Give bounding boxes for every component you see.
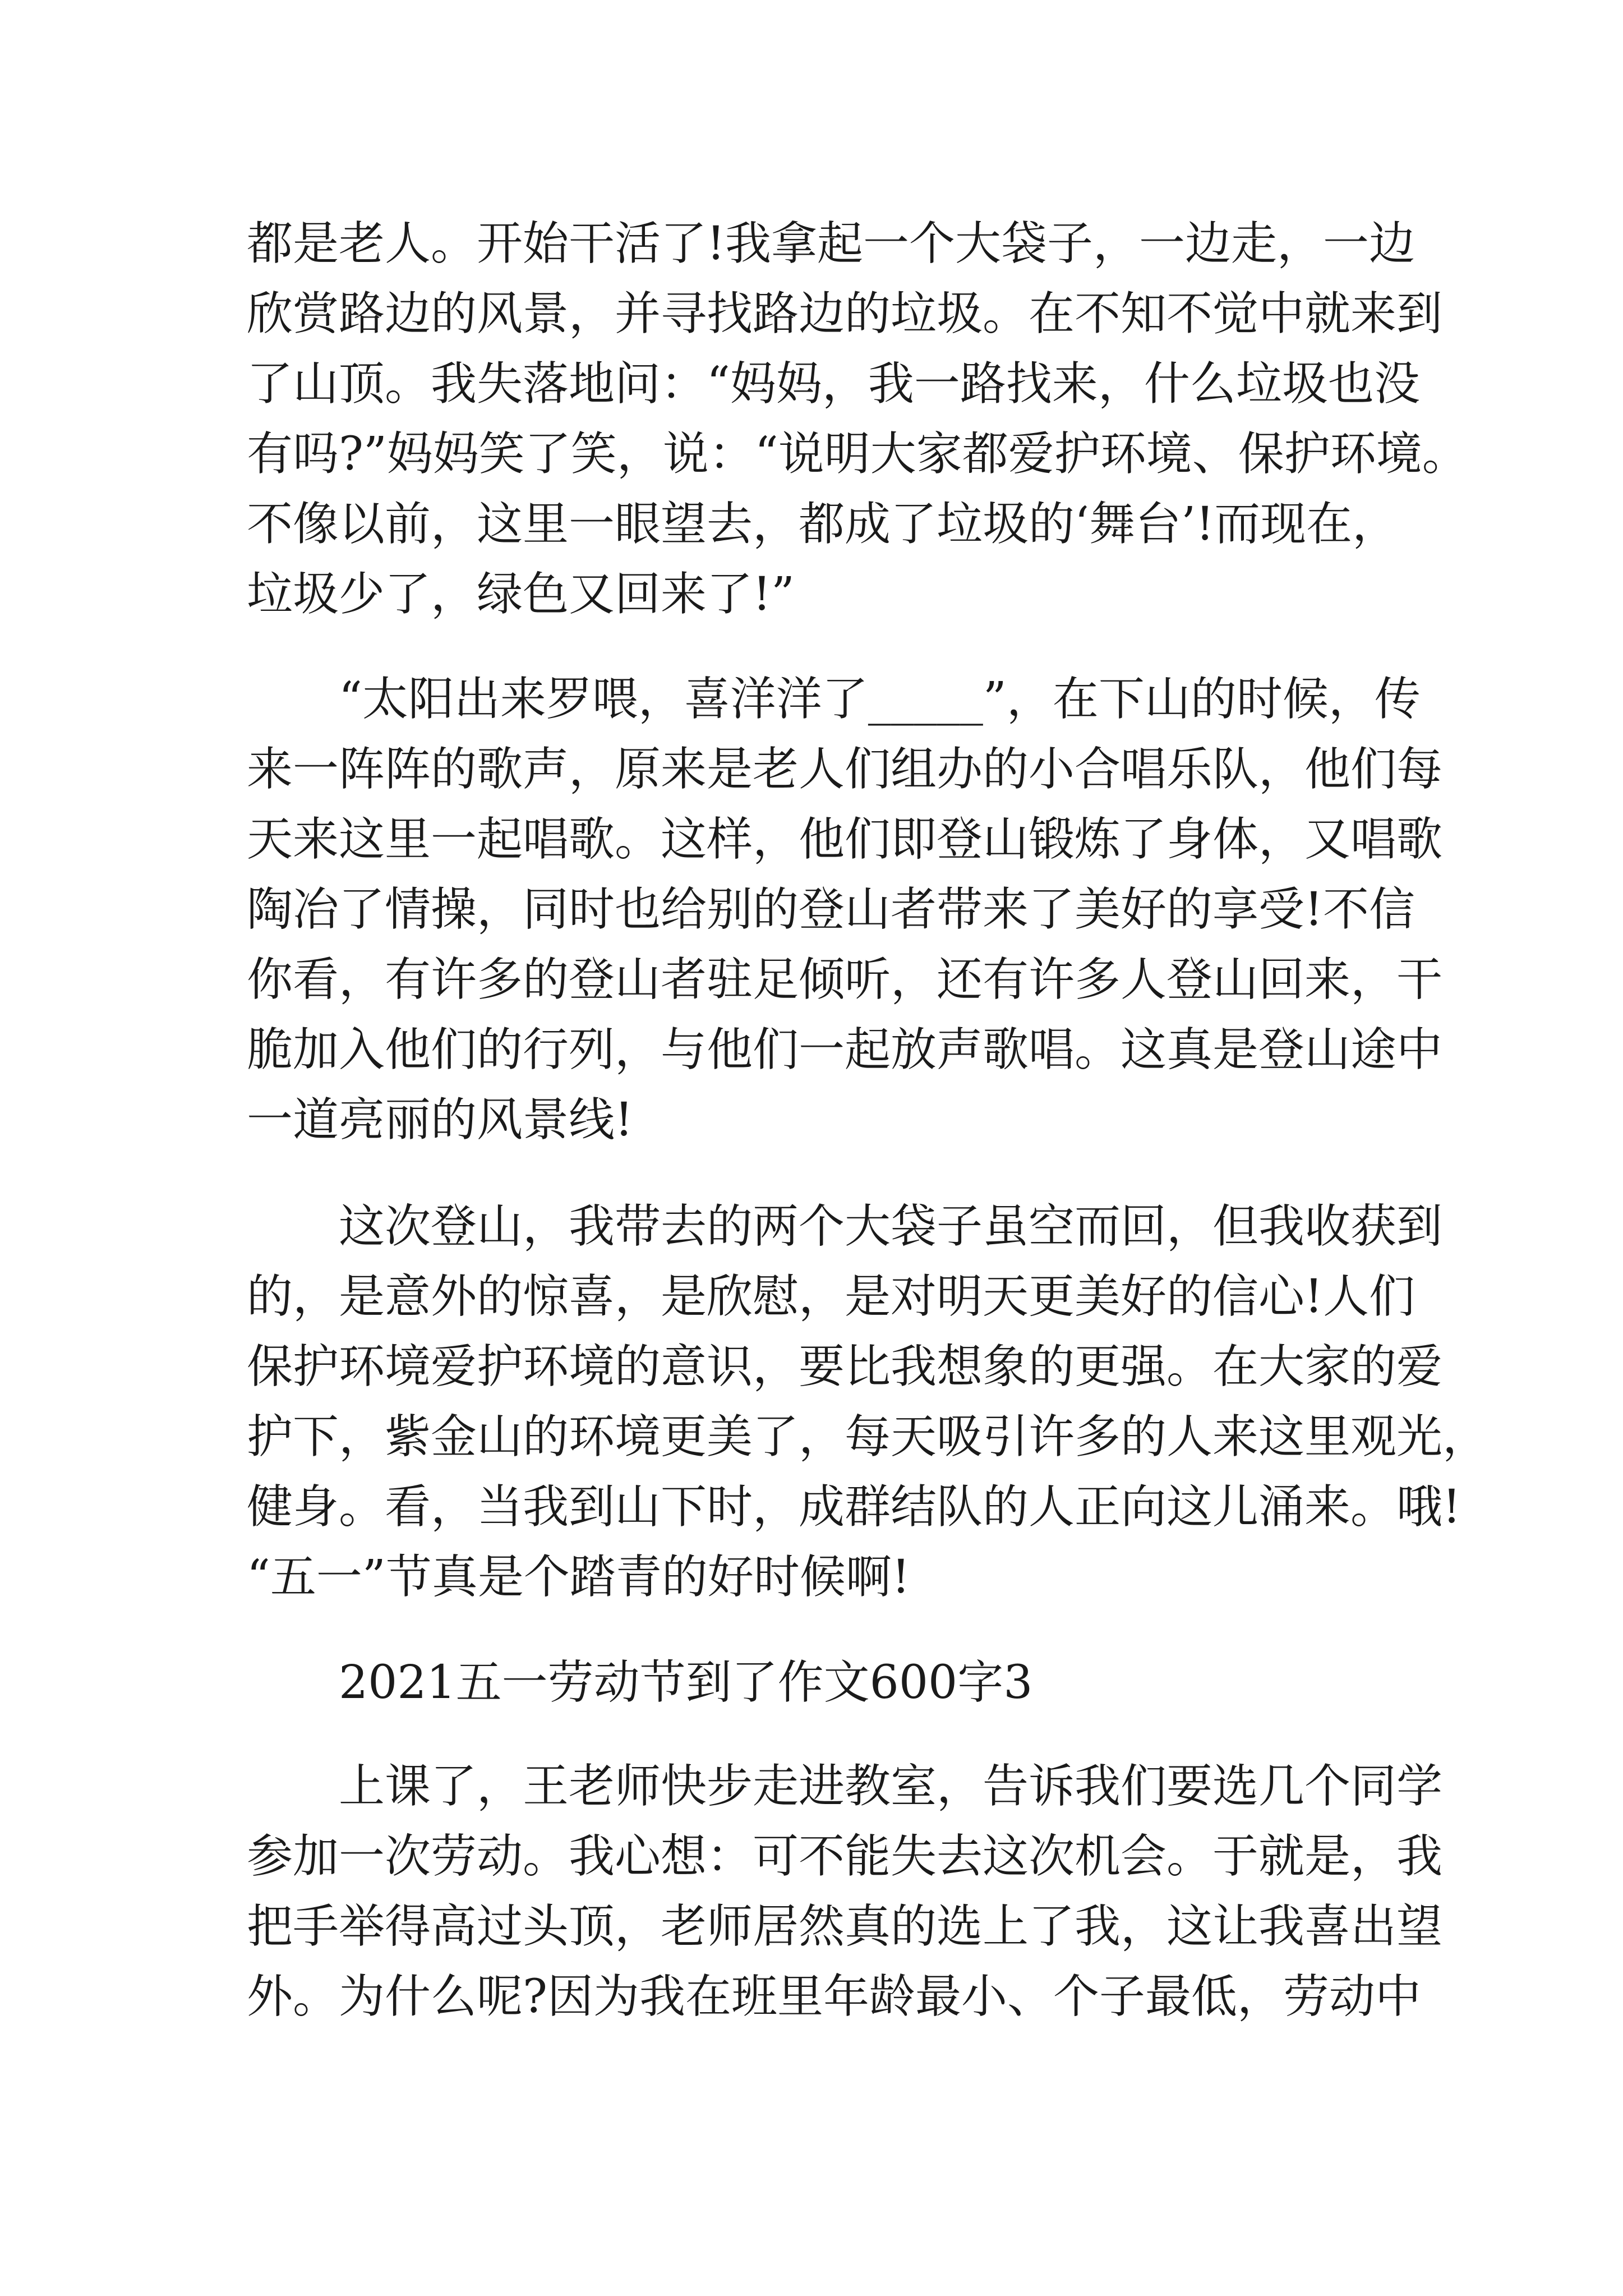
text-line: 了山顶。我失落地问：“妈妈，我一路找来，什么垃圾也没 (247, 357, 1420, 411)
text-line: 不像以前，这里一眼望去，都成了垃圾的‘舞台’!而现在， (247, 498, 1399, 551)
text-line: “太阳出来罗喂，喜洋洋了_____”，在下山的时候，传 (339, 673, 1421, 726)
text-line: 欣赏路边的风景，并寻找路边的垃圾。在不知不觉中就来到 (247, 287, 1443, 341)
text-line: 护下，紫金山的环境更美了，每天吸引许多的人来这里观光， (247, 1410, 1489, 1464)
text-line: 健身。看，当我到山下时，成群结队的人正向这儿涌来。哦! (247, 1480, 1461, 1534)
text-line: 天来这里一起唱歌。这样，他们即登山锻炼了身体，又唱歌 (247, 813, 1443, 866)
text-line: “五一”节真是个踏青的好时候啊! (247, 1550, 910, 1604)
section-heading-block (247, 1648, 1391, 1718)
paragraph-4 (247, 1751, 1443, 2032)
text-line: 的，是意外的惊喜，是欣慰，是对明天更美好的信心!人们 (247, 1270, 1415, 1323)
paragraph-1 (247, 209, 1468, 629)
text-line: 把手举得高过头顶，老师居然真的选上了我，这让我喜出望 (247, 1900, 1443, 1953)
text-line: 参加一次劳动。我心想：可不能失去这次机会。于就是，我 (247, 1830, 1443, 1883)
text-line: 垃圾少了，绿色又回来了!” (247, 568, 795, 621)
text-line: 这次登山，我带去的两个大袋子虽空而回，但我收获到 (339, 1200, 1443, 1253)
text-line: 一道亮丽的风景线! (247, 1093, 633, 1147)
text-line: 你看，有许多的登山者驻足倾听，还有许多人登山回来，干 (247, 953, 1443, 1006)
text-line: 陶冶了情操，同时也给别的登山者带来了美好的享受!不信 (247, 883, 1415, 936)
paragraph-2 (247, 664, 1443, 1155)
text-line: 有吗?”妈妈笑了笑，说：“说明大家都爱护环境、保护环境。 (247, 427, 1468, 481)
text-line: 保护环境爱护环境的意识，要比我想象的更强。在大家的爱 (247, 1340, 1443, 1393)
text-line: 外。为什么呢?因为我在班里年龄最小、个子最低，劳动中 (247, 1970, 1421, 2023)
text-line: 都是老人。开始干活了!我拿起一个大袋子，一边走，一边 (247, 217, 1415, 270)
text-line: 来一阵阵的歌声，原来是老人们组办的小合唱乐队，他们每 (247, 743, 1443, 796)
text-line: 上课了，王老师快步走进教室，告诉我们要选几个同学 (339, 1760, 1443, 1813)
paragraph-3 (247, 1191, 1489, 1612)
section-heading: 2021五一劳动节到了作文600字3 (339, 1656, 1033, 1709)
text-line: 脆加入他们的行列，与他们一起放声歌唱。这真是登山途中 (247, 1023, 1443, 1076)
